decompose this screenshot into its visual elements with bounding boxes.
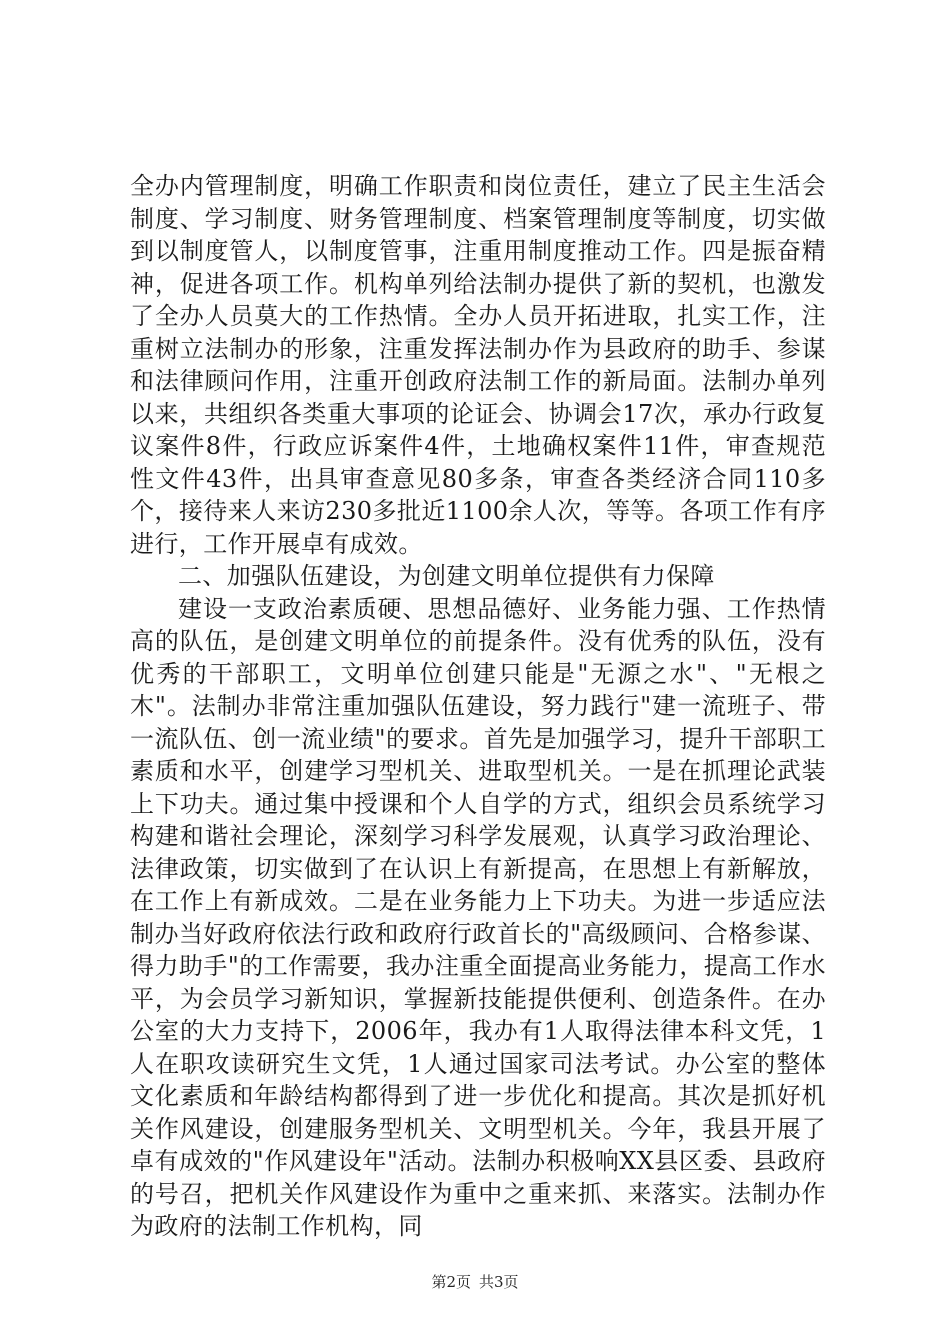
paragraph-continued: 全办内管理制度，明确工作职责和岗位责任，建立了民主生活会制度、学习制度、财务管理制度、档案管理制度等制度，切实做到以制度管人，以制度管事，注重用制度推动工作。四是振奋精神，促进各项工作。机构单列给法制办提供了新的契机，也激发了全办人员莫大的工作热情。全办人员开拓进取，扎实工作，注重树立法制办的形象，注重发挥法制办作为县政府的助手、参谋和法律顾问作用，注重开创政府法制工作的新局面。法制办单列以来，共组织各类重大事项的论证会、协调会17次，承办行政复议案件8件，行政应诉案件4件，土地确权案件11件，审查规范性文件43件，出具审查意见80多条，审查各类经济合同110多个，接待来人来访230多批近1100余人次，等等。各项工作有序进行，工作开展卓有成效。 [130,172,826,558]
page-number: 第2页 [431,1273,471,1291]
paragraph-team-building: 建设一支政治素质硬、思想品德好、业务能力强、工作热情高的队伍，是创建文明单位的前提条件。没有优秀的队伍，没有优秀的干部职工，文明单位创建只能是"无源之水"、"无根之木"。法制办非常注重加强队伍建设，努力践行"建一流班子、带一流队伍、创一流业绩"的要求。首先是加强学习，提升干部职工素质和水平，创建学习型机关、进取型机关。一是在抓理论武装上下功夫。通过集中授课和个人自学的方式，组织会员系统学习构建和谐社会理论，深刻学习科学发展观，认真学习政治理论、法律政策，切实做到了在认识上有新提高，在思想上有新解放，在工作上有新成效。二是在业务能力上下功夫。为进一步适应法制办当好政府依法行政和政府行政首长的"高级顾问、合格参谋、得力助手"的工作需要，我办注重全面提高业务能力，提高工作水平，为会员学习新知识，掌握新技能提供便利、创造条件。在办公室的大力支持下，2006年，我办有1人取得法律本科文凭，1人在职攻读研究生文凭，1人通过国家司法考试。办公室的整体文化素质和年龄结构都得到了进一步优化和提高。其次是抓好机关作风建设，创建服务型机关、文明型机关。今年，我县开展了卓有成效的"作风建设年"活动。法制办积极响XX县区委、县政府的号召，把机关作风建设作为重中之重来抓、来落实。法制办作为政府的法制工作机构，同 [130,594,826,1240]
document-body [130,170,826,1243]
page-footer [0,1272,950,1292]
section-heading: 二、加强队伍建设，为创建文明单位提供有力保障 [178,562,715,590]
page-total: 共3页 [479,1273,519,1291]
